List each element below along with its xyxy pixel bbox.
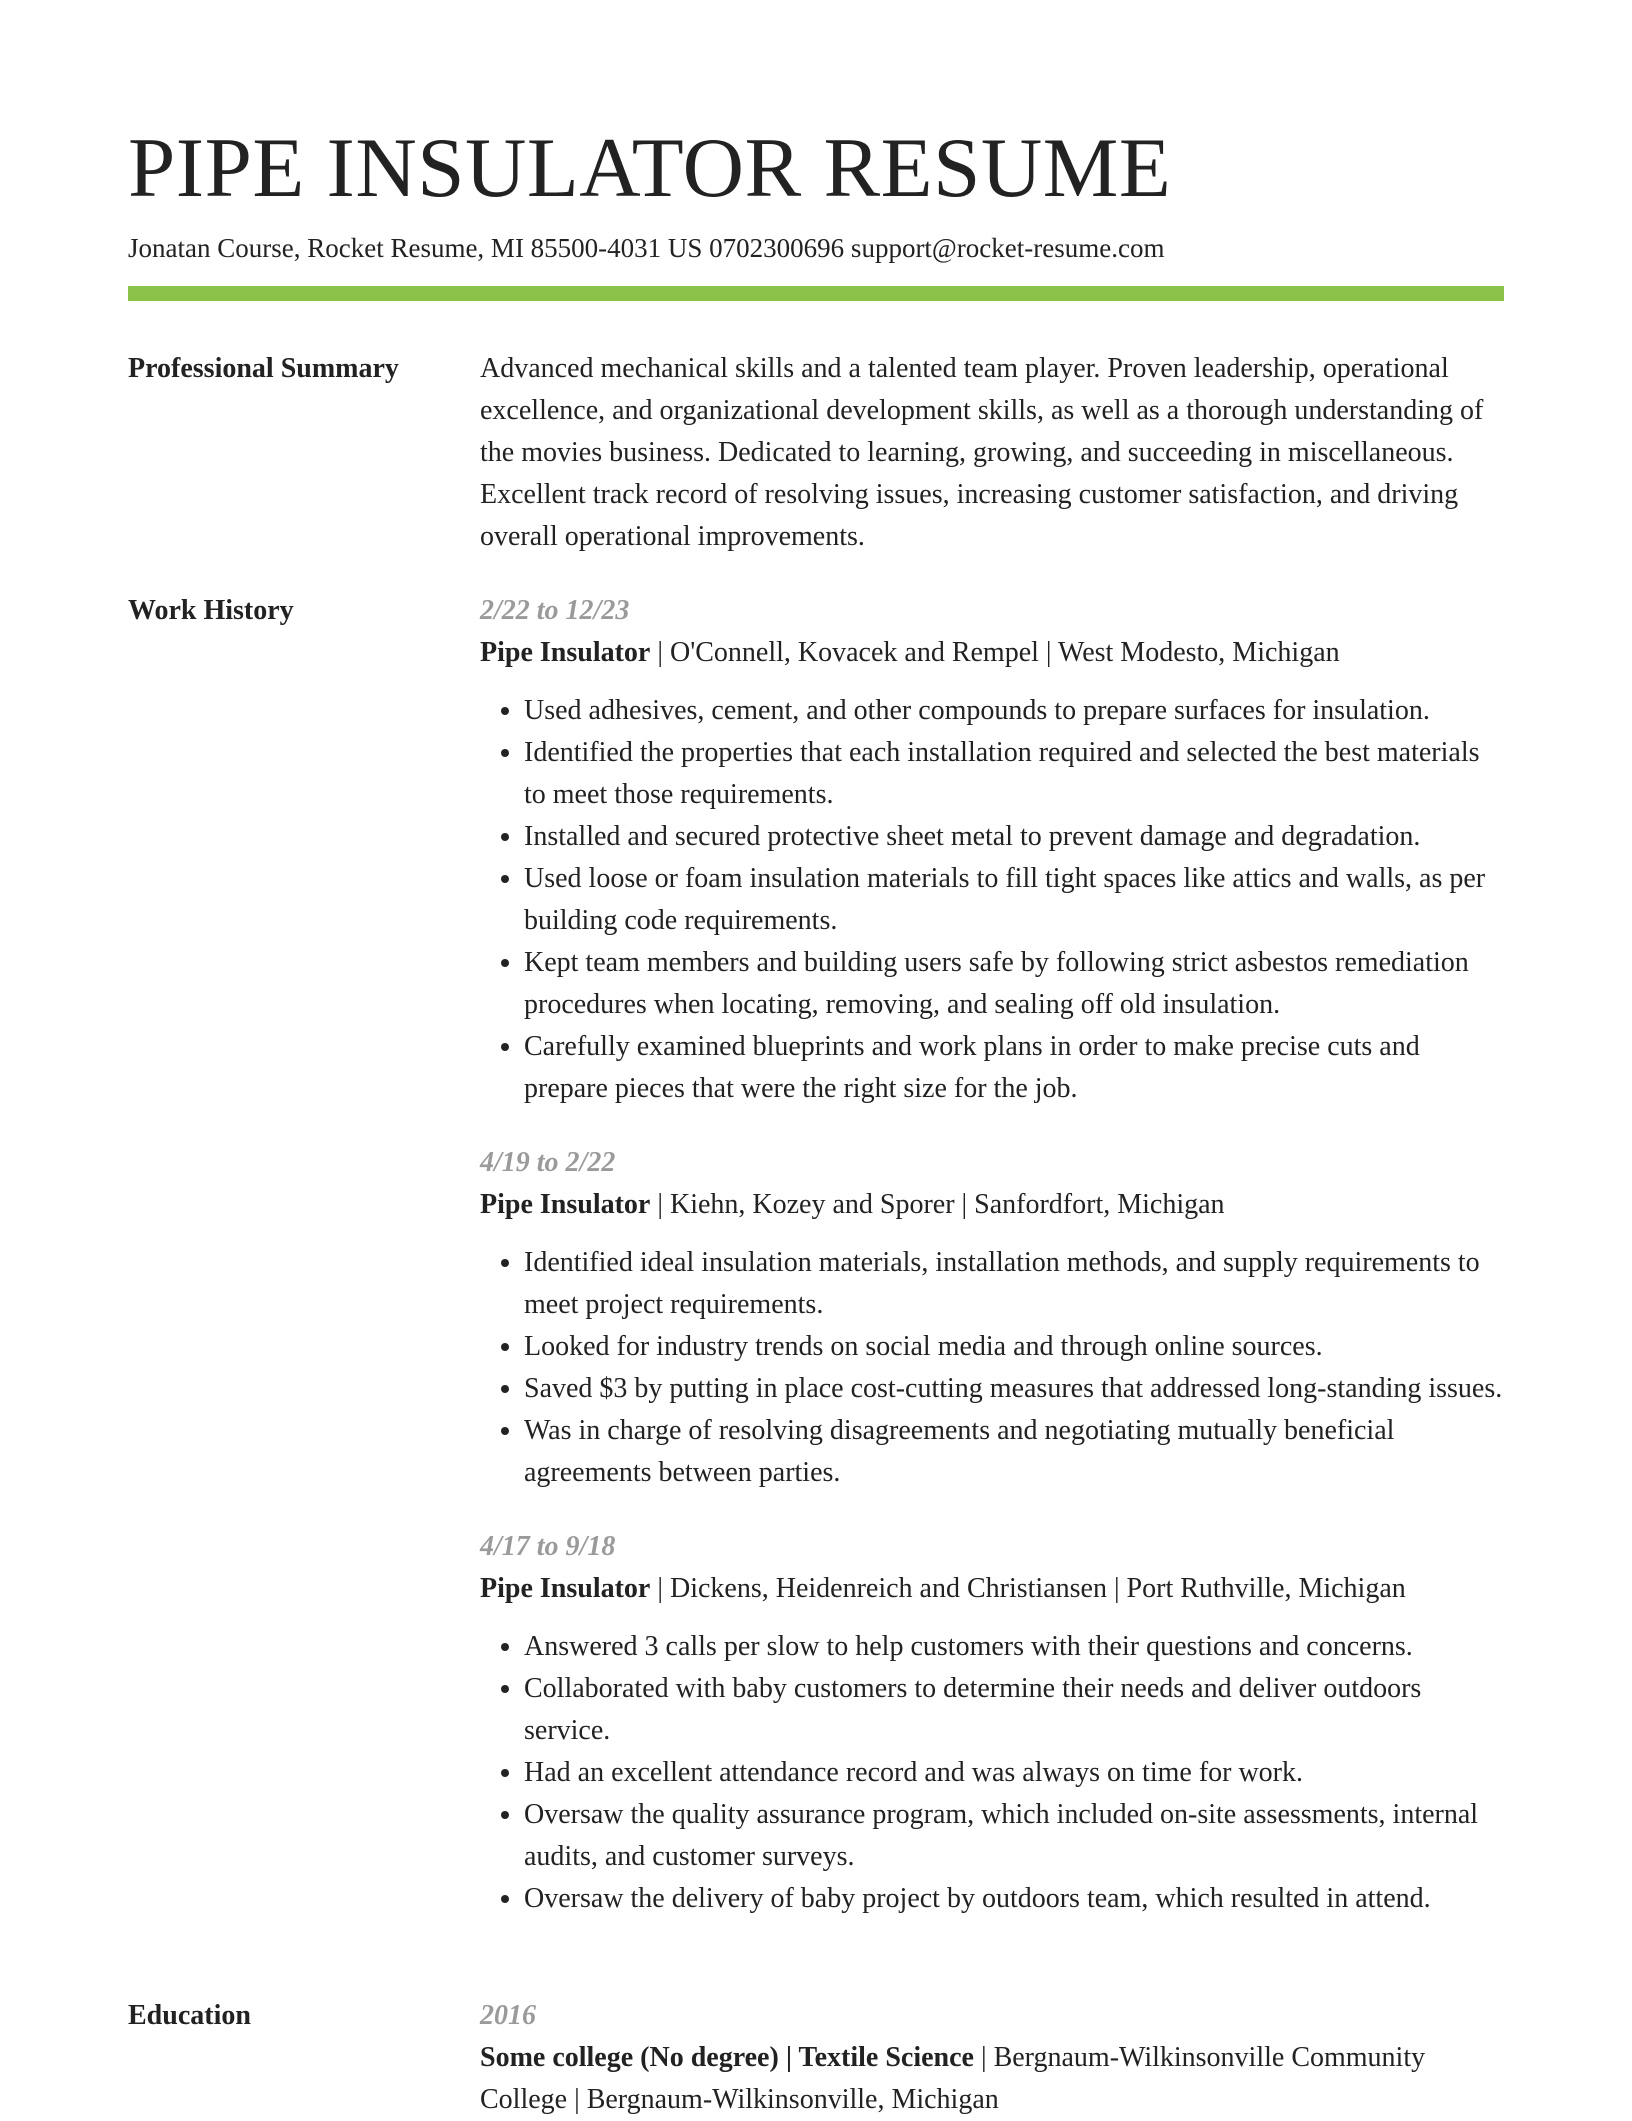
job-bullet: • Oversaw the delivery of baby project by outdoors team, which resulted in attend.	[524, 1878, 1504, 1920]
education-body	[480, 1995, 1504, 2121]
job-bullet: • Had an excellent attendance record and was always on time for work.	[524, 1752, 1504, 1794]
job-bullets	[480, 690, 1504, 1110]
job-bullet: • Identified ideal insulation materials, installation methods, and supply requirements to meet project requirements.	[524, 1242, 1504, 1326]
summary-text: Advanced mechanical skills and a talented team player. Proven leadership, operational excellence, and organizational development skills, as well as a thorough understanding of the movies business. Dedicated to learning, growing, and succeeding in miscellaneous. Excellent track record of resolving issues, increasing customer satisfaction, and driving overall operational improvements.	[480, 353, 1484, 552]
education-details: Bergnaum-Wilkinsonville Community College | Bergnaum-Wilkinsonville, Michigan	[480, 2042, 1426, 2115]
contact-line: Jonatan Course, Rocket Resume, MI 85500-4031 US 0702300696 support@rocket-resume.com	[128, 233, 1165, 263]
job-bullet: • Collaborated with baby customers to determine their needs and deliver outdoors service.	[524, 1668, 1504, 1752]
job-heading	[480, 632, 1504, 674]
job-bullet: • Saved $3 by putting in place cost-cutting measures that addressed long-standing issues.	[524, 1368, 1504, 1410]
job-separator: |	[650, 1573, 670, 1604]
job-heading	[480, 1568, 1504, 1610]
job-dates: 4/17 to 9/18	[480, 1531, 616, 1562]
work-history-body	[480, 590, 1504, 1920]
job-title: Pipe Insulator	[480, 1189, 651, 1220]
education-heading: Education	[128, 2000, 251, 2031]
job-bullets	[480, 1242, 1504, 1494]
job-bullet: • Used loose or foam insulation materials to fill tight spaces like attics and walls, as per building code requirements.	[524, 858, 1504, 942]
job-details: Kiehn, Kozey and Sporer | Sanfordfort, Michigan	[669, 1189, 1225, 1220]
job-heading	[480, 1184, 1504, 1226]
summary-heading: Professional Summary	[128, 353, 399, 384]
job-separator: |	[650, 1189, 670, 1220]
job-bullet: • Identified the properties that each installation required and selected the best materials to meet those requirements.	[524, 732, 1504, 816]
resume-title: PIPE INSULATOR RESUME	[128, 121, 1172, 215]
job-separator: |	[650, 637, 670, 668]
job-bullets	[480, 1626, 1504, 1920]
accent-divider	[128, 286, 1504, 301]
job-bullet: • Used adhesives, cement, and other compounds to prepare surfaces for insulation.	[524, 690, 1504, 732]
education-line	[480, 2037, 1504, 2121]
job-dates: 4/19 to 2/22	[480, 1147, 616, 1178]
job-title: Pipe Insulator	[480, 637, 651, 668]
education-separator: |	[973, 2042, 994, 2073]
job-bullet: • Kept team members and building users safe by following strict asbestos remediation procedures when locating, removing, and sealing off old insulation.	[524, 942, 1504, 1026]
job-dates: 2/22 to 12/23	[480, 595, 630, 626]
summary-body	[480, 348, 1504, 558]
job-bullet: • Was in charge of resolving disagreements and negotiating mutually beneficial agreements between parties.	[524, 1410, 1504, 1494]
job-title: Pipe Insulator	[480, 1573, 651, 1604]
job-entry	[480, 1526, 1504, 1920]
job-bullet: • Oversaw the quality assurance program, which included on-site assessments, internal audits, and customer surveys.	[524, 1794, 1504, 1878]
job-bullet: • Carefully examined blueprints and work plans in order to make precise cuts and prepare pieces that were the right size for the job.	[524, 1026, 1504, 1110]
job-entry	[480, 1142, 1504, 1494]
education-degree: Some college (No degree) | Textile Science	[480, 2042, 974, 2073]
job-bullet: • Answered 3 calls per slow to help customers with their questions and concerns.	[524, 1626, 1504, 1668]
work-history-heading: Work History	[128, 595, 294, 626]
job-bullet: • Installed and secured protective sheet metal to prevent damage and degradation.	[524, 816, 1504, 858]
job-details: O'Connell, Kovacek and Rempel | West Modesto, Michigan	[669, 637, 1340, 668]
job-entry	[480, 590, 1504, 1110]
job-bullet: • Looked for industry trends on social media and through online sources.	[524, 1326, 1504, 1368]
education-dates: 2016	[480, 2000, 536, 2031]
job-details: Dickens, Heidenreich and Christiansen | Port Ruthville, Michigan	[669, 1573, 1406, 1604]
